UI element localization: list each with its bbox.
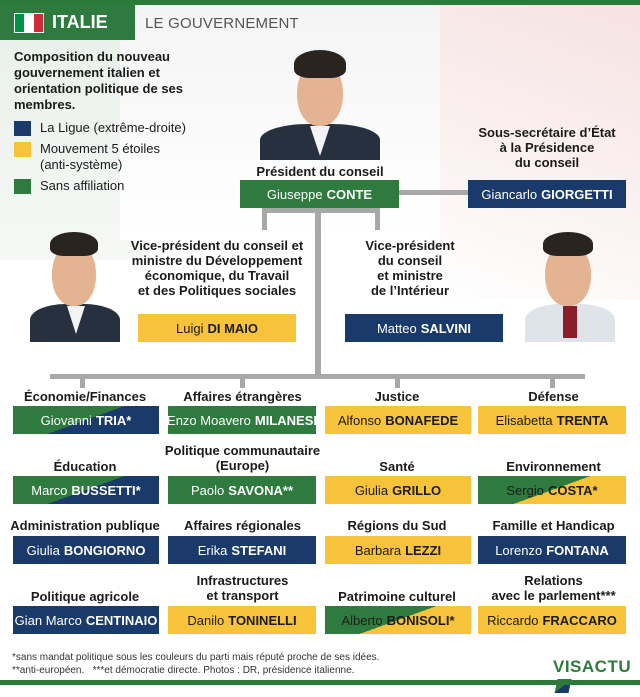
minister-role: Politique agricole — [30, 589, 140, 604]
president-photo — [255, 42, 385, 160]
first-name: Luigi — [175, 320, 204, 336]
connector-vp2-h — [320, 208, 380, 213]
minister-name-box: Danilo TONINELLI — [168, 606, 316, 634]
connector-drop-2 — [240, 374, 245, 388]
minister-role: Administration publique — [10, 518, 160, 533]
minister-role: Patrimoine culturel — [338, 589, 456, 604]
minister-name-box: Elisabetta TRENTA — [478, 406, 626, 434]
brand-logo-text: VISACTU — [553, 657, 632, 676]
legend-item-ligue — [14, 120, 214, 136]
connector-drop-4 — [550, 374, 555, 388]
vp2-photo — [525, 222, 615, 342]
bottom-bar — [0, 680, 640, 685]
connector-drop-1 — [80, 374, 85, 388]
minister-name-box: Barbara LEZZI — [325, 536, 471, 564]
legend-label: La Ligue (extrême-droite) — [40, 120, 186, 135]
undersecretary-role: Sous-secrétaire d’État à la Présidence du conseil — [478, 125, 616, 170]
minister-name-box: Alberto BONISOLI* — [325, 606, 471, 634]
president-role: Président du conseil — [256, 164, 384, 179]
minister-name-box: Alfonso BONAFEDE — [325, 406, 471, 434]
minister-role: Santé — [379, 459, 415, 474]
intro-text: Composition du nouveau gouvernement italien et orientation politique de ses membres. — [14, 49, 184, 112]
last-name: CONTE — [326, 186, 373, 202]
minister-role: Politique communautaire (Europe) — [164, 443, 321, 473]
connector-undersecretary — [399, 190, 469, 195]
minister-role: Justice — [374, 389, 420, 404]
minister-name-box: Giulia GRILLO — [325, 476, 471, 504]
legend-label-sub: (anti-système) — [40, 157, 123, 172]
legend-label: Mouvement 5 étoiles — [40, 141, 160, 156]
vp2-name-box — [345, 314, 503, 342]
vp1-name-box — [138, 314, 296, 342]
minister-role: Relations avec le parlement*** — [491, 573, 616, 603]
connector-vp1-h — [262, 208, 317, 213]
minister-name-box: Gian Marco CENTINAIO — [13, 606, 159, 634]
minister-role: Environnement — [506, 459, 601, 474]
minister-name-box: Enzo Moavero MILANESI — [168, 406, 316, 434]
country-title: ITALIE — [52, 12, 108, 32]
legend-swatch-green — [14, 179, 31, 194]
minister-name-box: Sergio COSTA* — [478, 476, 626, 504]
minister-name-box: Giovanni TRIA* — [13, 406, 159, 434]
legend-swatch-yellow — [14, 142, 31, 157]
connector-ministers-h — [50, 374, 585, 379]
connector-vp1-v — [262, 208, 267, 230]
minister-name-box: Giulia BONGIORNO — [13, 536, 159, 564]
first-name: Giancarlo — [481, 186, 538, 202]
connector-drop-3 — [395, 374, 400, 388]
last-name: SALVINI — [420, 320, 472, 336]
italy-flag-icon — [14, 13, 44, 33]
minister-role: Affaires régionales — [183, 518, 302, 533]
connector-vp2-v — [375, 208, 380, 230]
minister-name-box: Lorenzo FONTANA — [478, 536, 626, 564]
minister-name-box: Riccardo FRACCARO — [478, 606, 626, 634]
minister-role: Défense — [528, 389, 579, 404]
minister-role: Régions du Sud — [347, 518, 447, 533]
minister-role: Famille et Handicap — [492, 518, 615, 533]
brand-logo — [553, 657, 640, 697]
minister-role: Éducation — [53, 459, 117, 474]
footnote-1: *sans mandat politique sous les couleurs du parti mais réputé proche de ses idées. — [12, 652, 380, 663]
legend-label: Sans affiliation — [40, 178, 125, 193]
legend-item-m5s — [14, 141, 214, 173]
undersecretary-name-box — [468, 180, 626, 208]
legend-swatch-blue — [14, 121, 31, 136]
minister-name-box: Marco BUSSETTI* — [13, 476, 159, 504]
last-name: DI MAIO — [207, 320, 259, 336]
first-name: Giuseppe — [266, 186, 323, 202]
page-subtitle: LE GOUVERNEMENT — [145, 15, 299, 32]
vp1-photo — [30, 222, 120, 342]
minister-name-box: Erika STEFANI — [168, 536, 316, 564]
minister-role: Infrastructures et transport — [196, 573, 289, 603]
legend — [14, 120, 214, 199]
minister-role: Affaires étrangères — [183, 389, 302, 404]
president-name-box — [240, 180, 399, 208]
vp1-role: Vice-président du conseil et ministre du Développement économique, du Travail et des Politiques sociales — [130, 238, 304, 298]
first-name: Matteo — [376, 320, 417, 336]
footnote-2: **anti-européen. ***et démocratie directe. Photos : DR, présidence italienne. — [12, 665, 355, 676]
minister-role: Économie/Finances — [23, 389, 147, 404]
minister-name-box: Paolo SAVONA** — [168, 476, 316, 504]
legend-item-none — [14, 178, 214, 194]
vp2-role: Vice-président du conseil et ministre de l’Intérieur — [365, 238, 455, 298]
connector-trunk — [315, 208, 321, 378]
last-name: GIORGETTI — [541, 186, 613, 202]
